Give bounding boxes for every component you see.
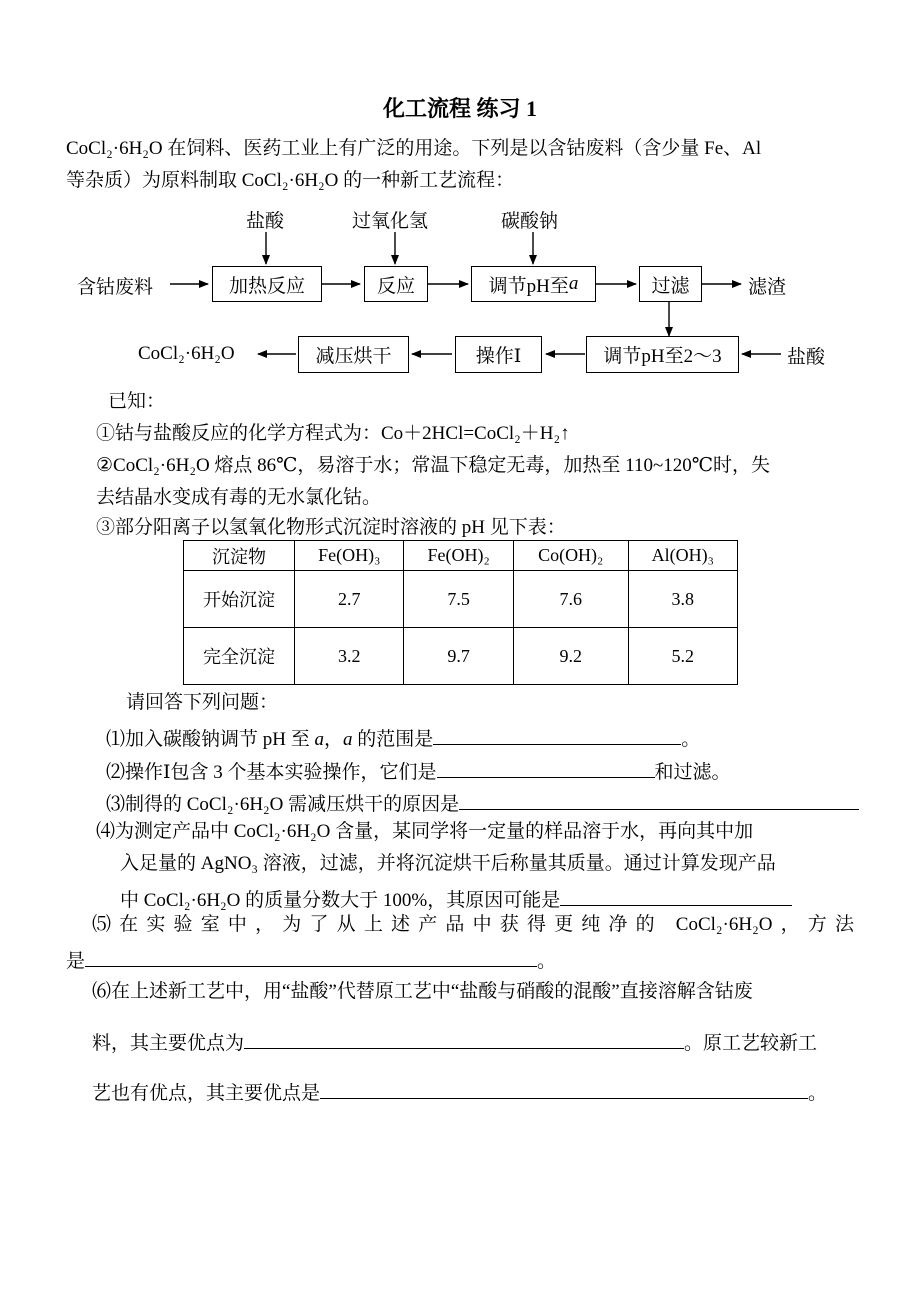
question-2 — [106, 757, 731, 785]
question-6c — [92, 1078, 827, 1106]
step-adjust-a-var: a — [568, 273, 579, 294]
precipitation-ph-table — [183, 540, 738, 685]
question-5 — [66, 946, 556, 974]
step-filter-label: 过滤 — [651, 275, 690, 297]
question-5a: ⑸在实验室中，为了从上述产品中获得更纯净的 CoCl₂·6H₂O，方法 — [92, 914, 854, 935]
q1-text-end: 。 — [681, 729, 701, 750]
table-cell: 3.2 — [295, 628, 404, 685]
step-vacuum-dry — [298, 336, 409, 373]
intro-line-1: CoCl₂·6H₂O 在饲料、医药工业上有广泛的用途。下列是以含钴废料（含少量 Fe、Al — [66, 138, 762, 159]
known-1: ①钴与盐酸反应的化学方程式为：Co＋2HCl=CoCl₂＋H₂↑ — [96, 423, 570, 444]
reagent-hcl-top: 盐酸 — [246, 211, 285, 232]
table-row-label: 开始沉淀 — [184, 571, 295, 628]
step-dry-label: 减压烘干 — [315, 346, 392, 367]
step-heat-label: 加热反应 — [228, 275, 305, 297]
flow-residue: 滤渣 — [748, 277, 787, 298]
known-2b: 去结晶水变成有毒的无水氯化钴。 — [96, 487, 382, 508]
question-4b: 入足量的 AgNO₃ 溶液，过滤，并将沉淀烘干后称量其质量。通过计算发现产品 — [120, 853, 776, 874]
q6-answer-blank-1[interactable] — [244, 1028, 684, 1049]
question-4a: ⑷为测定产品中 CoCl₂·6H₂O 含量，某同学将一定量的样品溶于水，再向其中加 — [96, 821, 754, 842]
table-cell: 7.5 — [404, 571, 513, 628]
step-react — [364, 266, 428, 302]
table-header: 沉淀物 — [184, 541, 295, 571]
q1-var-a2: a — [343, 729, 353, 750]
q6-text-mid: 。原工艺较新工 — [684, 1033, 818, 1054]
q1-text-pre: ⑴加入碳酸钠调节 pH 至 — [106, 729, 315, 750]
known-heading: 已知： — [108, 391, 166, 412]
table-cell: 3.8 — [628, 571, 737, 628]
table-header: Al(OH)₃ — [628, 541, 737, 571]
step-operation-1 — [455, 336, 542, 373]
table-cell: 9.7 — [404, 628, 513, 685]
question-4 — [120, 885, 792, 913]
q3-text-pre: ⑶制得的 CoCl₂·6H₂O 需减压烘干的原因是 — [106, 794, 460, 815]
table-cell: 2.7 — [295, 571, 404, 628]
q6-text-c: 艺也有优点，其主要优点是 — [92, 1083, 321, 1104]
known-3: ③部分阳离子以氢氧化物形式沉淀时溶液的 pH 见下表： — [96, 517, 566, 538]
table-header: Fe(OH)₂ — [404, 541, 513, 571]
q3-answer-blank[interactable] — [459, 789, 859, 810]
step-adjust-ph-23 — [586, 336, 739, 373]
step-react-label: 反应 — [376, 275, 415, 297]
q5-text-end: 。 — [537, 951, 557, 972]
q2-text-pre: ⑵操作Ⅰ包含 3 个基本实验操作，它们是 — [106, 762, 437, 783]
q6-text-end: 。 — [808, 1083, 828, 1104]
table-header: Co(OH)₂ — [513, 541, 628, 571]
q1-text-mid: ， — [323, 729, 343, 750]
table-row — [184, 571, 738, 628]
q5-answer-blank[interactable] — [85, 946, 537, 967]
table-row — [184, 628, 738, 685]
q1-text-post: 的范围是 — [352, 729, 434, 750]
step-heat-react — [212, 266, 322, 302]
q5-text-pre: 是 — [66, 951, 86, 972]
page-title: 化工流程 练习 1 — [382, 96, 537, 121]
step-adjust-23-label: 调节pH至2～3 — [603, 346, 722, 367]
step-filter — [639, 266, 702, 302]
q6-answer-blank-2[interactable] — [320, 1078, 808, 1099]
reagent-na2co3: 碳酸钠 — [501, 211, 559, 232]
q1-var-a: a — [314, 729, 324, 750]
step-adjust-ph-a — [471, 266, 596, 302]
flow-product: CoCl₂·6H₂O — [138, 343, 235, 364]
intro-line-2: 等杂质）为原料制取 CoCl₂·6H₂O 的一种新工艺流程： — [66, 170, 515, 191]
step-op1-label: 操作Ⅰ — [475, 346, 522, 367]
table-cell: 9.2 — [513, 628, 628, 685]
question-1 — [106, 724, 700, 752]
q6-text-pre: 料，其主要优点为 — [92, 1033, 245, 1054]
q2-text-end: 和过滤。 — [654, 762, 731, 783]
q2-answer-blank[interactable] — [437, 757, 655, 778]
q4-text-c: 中 CoCl₂·6H₂O 的质量分数大于 100%，其原因可能是 — [120, 890, 561, 911]
known-2a: ②CoCl₂·6H₂O 熔点 86℃，易溶于水；常温下稳定无毒，加热至 110~120℃时，失 — [96, 455, 771, 476]
reagent-h2o2: 过氧化氢 — [352, 211, 429, 232]
table-cell: 7.6 — [513, 571, 628, 628]
q4-answer-blank[interactable] — [560, 885, 792, 906]
questions-prompt: 请回答下列问题： — [126, 692, 279, 713]
step-adjust-a-label: 调节pH至 — [488, 275, 569, 297]
reagent-hcl-right: 盐酸 — [787, 347, 826, 368]
question-3 — [106, 789, 859, 817]
table-cell: 5.2 — [628, 628, 737, 685]
question-6 — [92, 1028, 817, 1056]
question-6a: ⑹在上述新工艺中，用“盐酸”代替原工艺中“盐酸与硝酸的混酸”直接溶解含钴废 — [92, 981, 753, 1002]
table-row-label: 完全沉淀 — [184, 628, 295, 685]
table-header: Fe(OH)₃ — [295, 541, 404, 571]
flow-start: 含钴废料 — [77, 277, 154, 298]
q1-answer-blank[interactable] — [433, 724, 681, 745]
